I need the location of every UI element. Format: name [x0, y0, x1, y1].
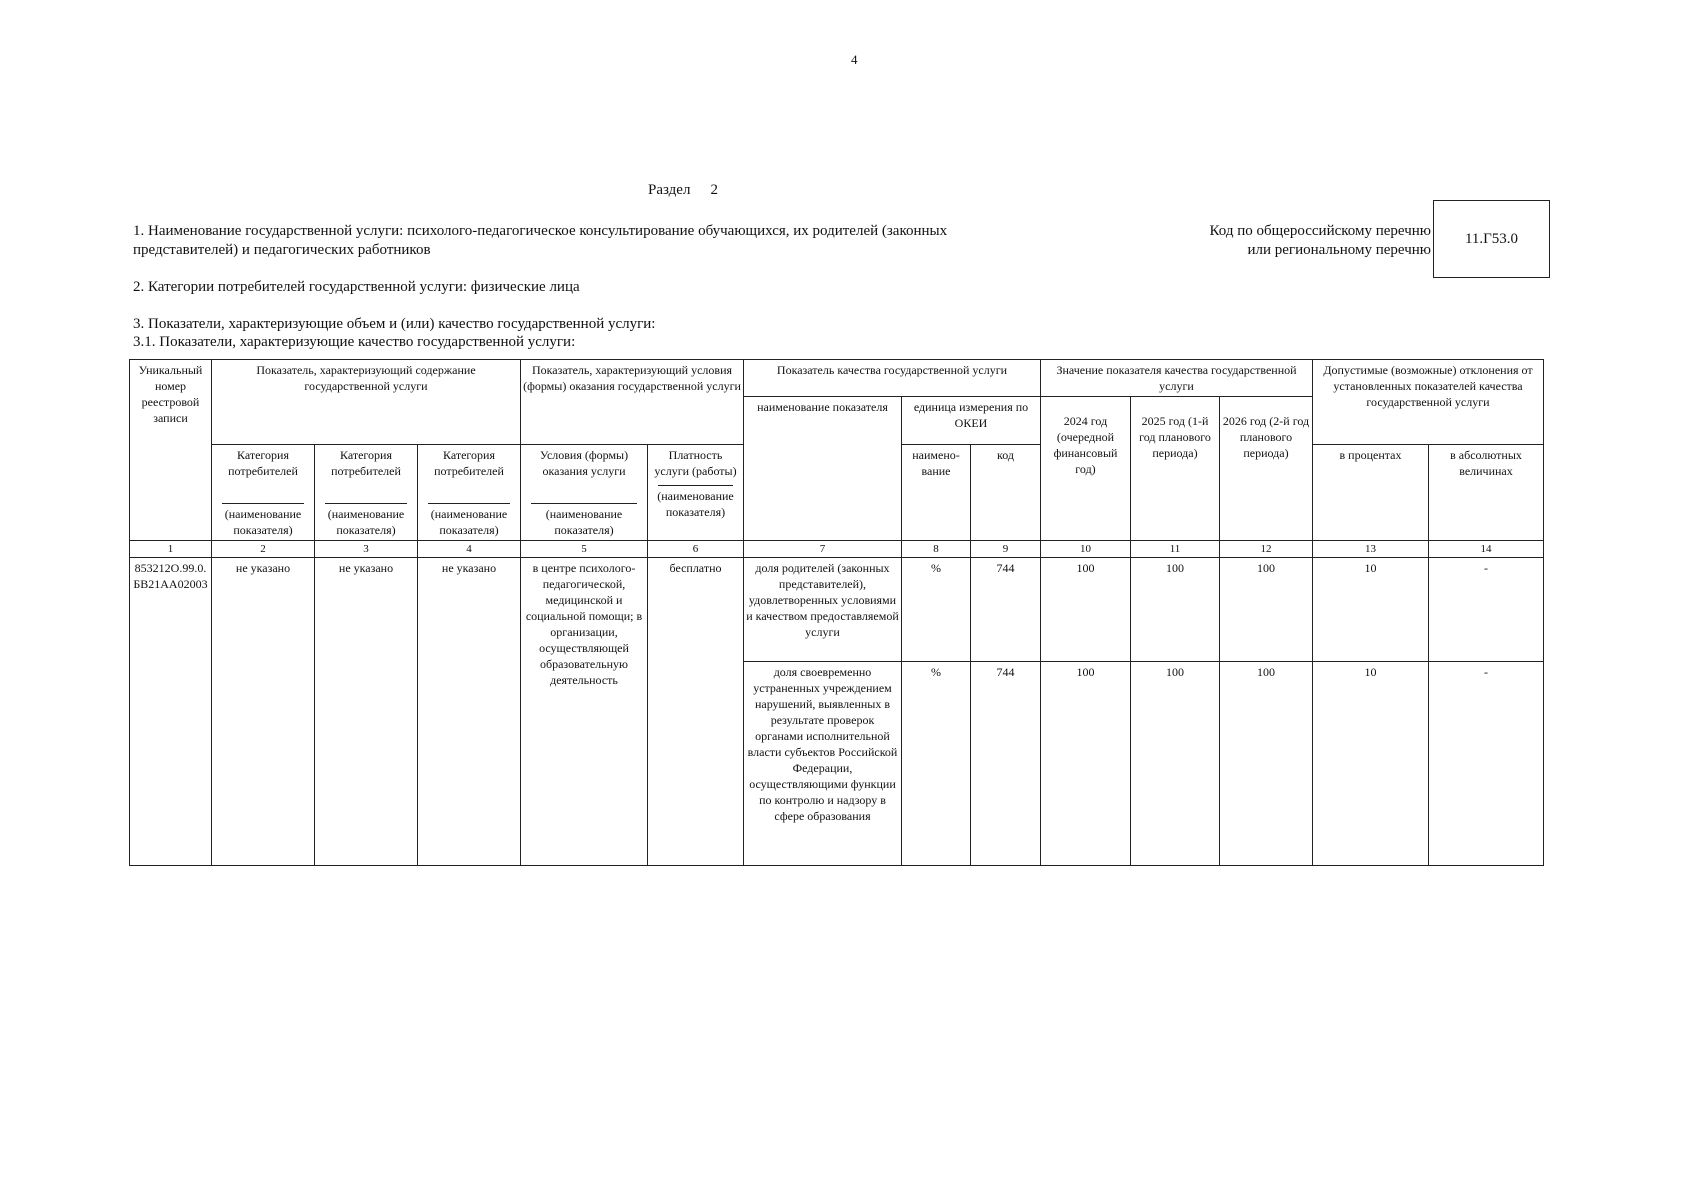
column-number: 3: [315, 541, 418, 558]
header-absolute: в абсолютных величинах: [1429, 445, 1544, 541]
row-1-unit: %: [902, 558, 971, 662]
column-number: 1: [130, 541, 212, 558]
row-2-2026: 100: [1220, 662, 1313, 866]
row-2-percent: 10: [1313, 662, 1429, 866]
categories-line: 2. Категории потребителей государственной услуги: физические лица: [133, 279, 580, 295]
payment-sub: (наименование показателя): [657, 489, 734, 519]
header-indicator-name: наименование показателя: [744, 397, 902, 541]
category-3-sub: (наименование показателя): [430, 507, 508, 537]
code-value: 11.Г53.0: [1464, 230, 1519, 247]
column-number: 4: [418, 541, 521, 558]
row-1-code: 744: [971, 558, 1041, 662]
conditions-separator: [531, 503, 637, 504]
header-quality-indicator: Показатель качества государственной услуги: [744, 360, 1041, 397]
header-percent: в процентах: [1313, 445, 1429, 541]
column-number: 9: [971, 541, 1041, 558]
page-number: 4: [851, 52, 858, 67]
column-number: 8: [902, 541, 971, 558]
category-3-label: Категория потребителей: [434, 448, 504, 478]
service-name-line: 1. Наименование государственной услуги: психолого-педагогическое консультирование обучающихся, их родителей (законных представителей) и педагогических работников: [133, 223, 948, 258]
code-label: Код по общероссийскому перечню или региональному перечню: [1209, 223, 1431, 258]
header-unit-okei: единица измерения по ОКЕИ: [902, 397, 1041, 445]
record-payment: бесплатно: [648, 558, 744, 866]
conditions-sub: (наименование показателя): [545, 507, 623, 537]
row-1-indicator: доля родителей (законных представителей), удовлетворенных условиями и качеством предоставляемой услуги: [744, 558, 902, 662]
conditions-label: Условия (формы) оказания услуги: [539, 448, 629, 478]
category-1-label: Категория потребителей: [228, 448, 298, 478]
header-category-1: [212, 445, 315, 541]
category-1-separator: [222, 503, 304, 504]
column-number: 6: [648, 541, 744, 558]
column-number: 10: [1041, 541, 1131, 558]
row-2-indicator: доля своевременно устраненных учреждением нарушений, выявленных в результате проверок органами исполнительной власти субъектов Российской Федерации, осуществляющими функции по контролю и надзору в сфере образования: [744, 662, 902, 866]
header-category-3: [418, 445, 521, 541]
section-number: 2: [710, 182, 718, 198]
header-unit-name: наимено-вание: [902, 445, 971, 541]
header-unit-code: код: [971, 445, 1041, 541]
row-1-2025: 100: [1131, 558, 1220, 662]
row-2-2024: 100: [1041, 662, 1131, 866]
category-2-separator: [325, 503, 407, 504]
column-number: 13: [1313, 541, 1429, 558]
record-conditions: в центре психолого-педагогической, медицинской и социальной помощи; в организации, осуществляющей образовательную деятельность: [521, 558, 648, 866]
record-category-3: не указано: [418, 558, 521, 866]
header-category-2: [315, 445, 418, 541]
header-conditions: [521, 445, 648, 541]
header-conditions-indicator: Показатель, характеризующий условия (формы) оказания государственной услуги: [521, 360, 744, 445]
section-heading: [648, 182, 718, 199]
payment-label: Платность услуги (работы): [654, 448, 737, 478]
section-label: Раздел: [648, 182, 691, 198]
header-year-2024: 2024 год (очередной финансовый год): [1041, 397, 1131, 541]
row-2-absolute: -: [1429, 662, 1544, 866]
column-number: 12: [1220, 541, 1313, 558]
header-deviations: Допустимые (возможные) отклонения от установленных показателей качества государственной услуги: [1313, 360, 1544, 445]
record-category-1: не указано: [212, 558, 315, 866]
category-2-label: Категория потребителей: [331, 448, 401, 478]
header-year-2025: 2025 год (1-й год планового периода): [1131, 397, 1220, 541]
row-2-2025: 100: [1131, 662, 1220, 866]
row-2-code: 744: [971, 662, 1041, 866]
header-content-indicator: Показатель, характеризующий содержание государственной услуги: [212, 360, 521, 445]
row-2-unit: %: [902, 662, 971, 866]
category-1-sub: (наименование показателя): [224, 507, 302, 537]
row-1-percent: 10: [1313, 558, 1429, 662]
column-number: 11: [1131, 541, 1220, 558]
quality-indicators-table: [129, 359, 1544, 866]
indicators-line: 3. Показатели, характеризующие объем и (или) качество государственной услуги:: [133, 316, 656, 332]
category-2-sub: (наименование показателя): [327, 507, 405, 537]
category-3-separator: [428, 503, 510, 504]
payment-separator: [658, 485, 733, 486]
column-number: 5: [521, 541, 648, 558]
header-indicator-value: Значение показателя качества государственной услуги: [1041, 360, 1313, 397]
record-number: 853212О.99.0.БВ21АА02003: [130, 558, 212, 866]
table-row: [130, 558, 1544, 662]
header-year-2026: 2026 год (2-й год планового периода): [1220, 397, 1313, 541]
row-1-2026: 100: [1220, 558, 1313, 662]
header-payment: [648, 445, 744, 541]
record-category-2: не указано: [315, 558, 418, 866]
column-number: 2: [212, 541, 315, 558]
code-box: [1433, 200, 1550, 278]
row-1-absolute: -: [1429, 558, 1544, 662]
column-number: 14: [1429, 541, 1544, 558]
row-1-2024: 100: [1041, 558, 1131, 662]
column-number: 7: [744, 541, 902, 558]
quality-line: 3.1. Показатели, характеризующие качество государственной услуги:: [133, 334, 576, 350]
header-unique-number: Уникальный номер реестровой записи: [130, 360, 212, 541]
